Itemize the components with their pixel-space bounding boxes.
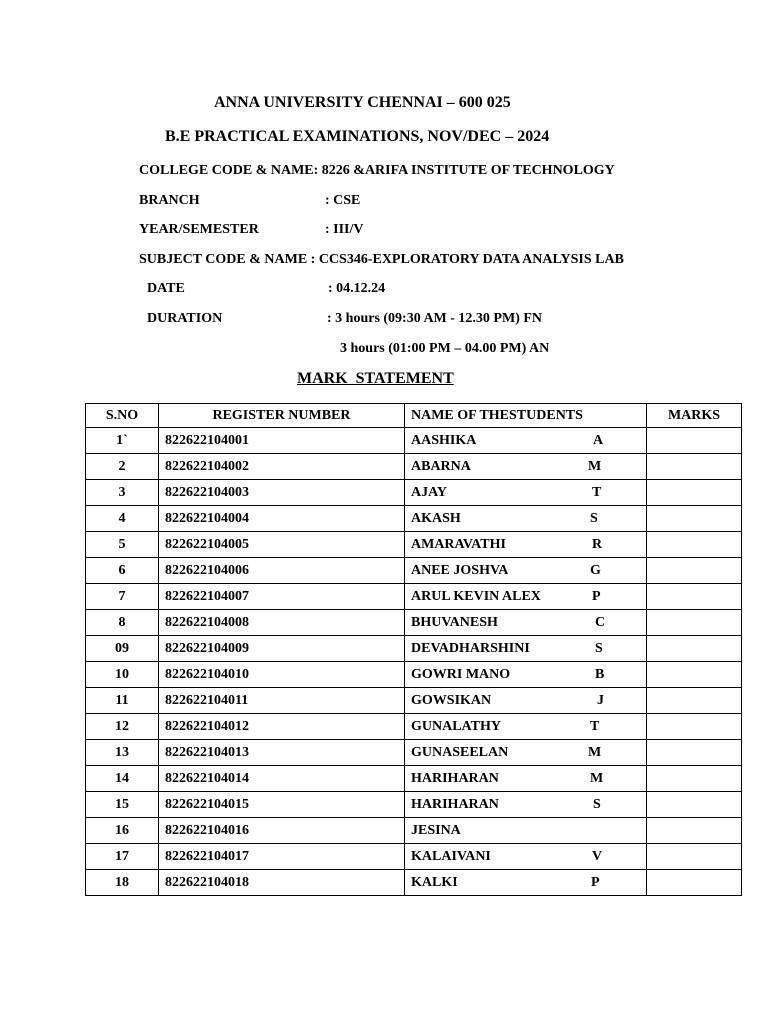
student-name: AASHIKA xyxy=(411,432,477,448)
cell-marks[interactable] xyxy=(647,662,742,688)
cell-sno: 17 xyxy=(86,844,159,870)
cell-student-name xyxy=(405,766,647,792)
cell-student-name xyxy=(405,480,647,506)
cell-register-number: 822622104010 xyxy=(159,662,405,688)
branch-value: : CSE xyxy=(325,193,361,208)
table-row xyxy=(86,454,742,480)
cell-sno: 3 xyxy=(86,480,159,506)
cell-sno: 1` xyxy=(86,428,159,454)
cell-sno: 14 xyxy=(86,766,159,792)
cell-student-name xyxy=(405,584,647,610)
cell-register-number: 822622104001 xyxy=(159,428,405,454)
cell-marks[interactable] xyxy=(647,740,742,766)
cell-register-number: 822622104006 xyxy=(159,558,405,584)
cell-student-name xyxy=(405,662,647,688)
cell-student-name xyxy=(405,870,647,896)
cell-register-number: 822622104015 xyxy=(159,792,405,818)
student-name: ANEE JOSHVA xyxy=(411,562,509,578)
cell-sno: 5 xyxy=(86,532,159,558)
student-initial: M xyxy=(588,744,602,760)
cell-student-name xyxy=(405,532,647,558)
table-row xyxy=(86,480,742,506)
cell-register-number: 822622104016 xyxy=(159,818,405,844)
cell-student-name xyxy=(405,610,647,636)
cell-register-number: 822622104011 xyxy=(159,688,405,714)
marks-table xyxy=(85,403,742,896)
table-row xyxy=(86,636,742,662)
student-initial: R xyxy=(592,536,603,552)
cell-register-number: 822622104009 xyxy=(159,636,405,662)
college-line: COLLEGE CODE & NAME: 8226 &ARIFA INSTITUTE OF TECHNOLOGY xyxy=(139,163,615,178)
student-initial: P xyxy=(592,588,601,604)
cell-marks[interactable] xyxy=(647,584,742,610)
cell-register-number: 822622104018 xyxy=(159,870,405,896)
table-row xyxy=(86,766,742,792)
header-student-name: NAME OF THESTUDENTS xyxy=(405,404,647,428)
student-name: KALAIVANI xyxy=(411,848,491,864)
student-initial: C xyxy=(595,614,606,630)
student-name: HARIHARAN xyxy=(411,770,499,786)
student-initial: T xyxy=(590,718,600,734)
table-row xyxy=(86,818,742,844)
student-initial: J xyxy=(597,692,604,708)
university-heading: ANNA UNIVERSITY CHENNAI – 600 025 xyxy=(214,94,511,111)
student-initial: T xyxy=(592,484,602,500)
table-row xyxy=(86,558,742,584)
cell-sno: 11 xyxy=(86,688,159,714)
cell-student-name xyxy=(405,506,647,532)
cell-student-name xyxy=(405,818,647,844)
table-body xyxy=(86,428,742,896)
cell-marks[interactable] xyxy=(647,688,742,714)
cell-sno: 12 xyxy=(86,714,159,740)
student-name: GUNALATHY xyxy=(411,718,501,734)
table-row xyxy=(86,506,742,532)
cell-student-name xyxy=(405,636,647,662)
duration-label: DURATION xyxy=(147,311,223,326)
cell-register-number: 822622104012 xyxy=(159,714,405,740)
header-register-number: REGISTER NUMBER xyxy=(159,404,405,428)
student-name: DEVADHARSHINI xyxy=(411,640,530,656)
cell-student-name xyxy=(405,792,647,818)
cell-register-number: 822622104017 xyxy=(159,844,405,870)
table-row xyxy=(86,870,742,896)
cell-sno: 7 xyxy=(86,584,159,610)
cell-sno: 4 xyxy=(86,506,159,532)
student-initial: P xyxy=(591,874,600,890)
student-name: HARIHARAN xyxy=(411,796,499,812)
student-name: GOWSIKAN xyxy=(411,692,492,708)
cell-student-name xyxy=(405,740,647,766)
table-row xyxy=(86,688,742,714)
cell-marks[interactable] xyxy=(647,870,742,896)
cell-student-name xyxy=(405,714,647,740)
cell-marks[interactable] xyxy=(647,532,742,558)
cell-register-number: 822622104004 xyxy=(159,506,405,532)
cell-student-name xyxy=(405,558,647,584)
student-name: GUNASEELAN xyxy=(411,744,509,760)
header-sno: S.NO xyxy=(86,404,159,428)
student-initial: S xyxy=(590,510,598,526)
duration-value-fn: : 3 hours (09:30 AM - 12.30 PM) FN xyxy=(327,311,543,326)
cell-marks[interactable] xyxy=(647,792,742,818)
cell-marks[interactable] xyxy=(647,610,742,636)
student-name: ABARNA xyxy=(411,458,471,474)
cell-sno: 13 xyxy=(86,740,159,766)
branch-label: BRANCH xyxy=(139,193,200,208)
table-row xyxy=(86,662,742,688)
student-initial: G xyxy=(590,562,601,578)
mark-statement-title: MARK STATEMENT xyxy=(297,370,454,387)
table-row xyxy=(86,532,742,558)
student-initial: M xyxy=(590,770,604,786)
cell-marks[interactable] xyxy=(647,714,742,740)
cell-marks[interactable] xyxy=(647,766,742,792)
student-initial: B xyxy=(595,666,605,682)
cell-register-number: 822622104007 xyxy=(159,584,405,610)
student-name: GOWRI MANO xyxy=(411,666,511,682)
student-initial: M xyxy=(588,458,602,474)
cell-register-number: 822622104014 xyxy=(159,766,405,792)
cell-student-name xyxy=(405,428,647,454)
cell-register-number: 822622104003 xyxy=(159,480,405,506)
date-label: DATE xyxy=(147,281,185,296)
table-row xyxy=(86,792,742,818)
student-name: AMARAVATHI xyxy=(411,536,506,552)
cell-marks[interactable] xyxy=(647,558,742,584)
cell-register-number: 822622104002 xyxy=(159,454,405,480)
cell-marks[interactable] xyxy=(647,480,742,506)
year-semester-value: : III/V xyxy=(325,222,364,237)
cell-sno: 2 xyxy=(86,454,159,480)
cell-sno: 8 xyxy=(86,610,159,636)
date-value: : 04.12.24 xyxy=(328,281,386,296)
cell-student-name xyxy=(405,844,647,870)
student-initial: V xyxy=(592,848,603,864)
student-initial: S xyxy=(593,796,601,812)
table-header-row xyxy=(86,404,742,428)
subject-line: SUBJECT CODE & NAME : CCS346-EXPLORATORY DATA ANALYSIS LAB xyxy=(139,252,624,267)
cell-sno: 09 xyxy=(86,636,159,662)
cell-marks[interactable] xyxy=(647,818,742,844)
header-marks: MARKS xyxy=(647,404,742,428)
table-row xyxy=(86,584,742,610)
exam-heading: B.E PRACTICAL EXAMINATIONS, NOV/DEC – 2024 xyxy=(165,128,550,145)
cell-sno: 15 xyxy=(86,792,159,818)
cell-sno: 10 xyxy=(86,662,159,688)
table-row xyxy=(86,610,742,636)
cell-sno: 18 xyxy=(86,870,159,896)
table-row xyxy=(86,428,742,454)
student-name: AKASH xyxy=(411,510,461,526)
cell-marks[interactable] xyxy=(647,454,742,480)
student-name: ARUL KEVIN ALEX xyxy=(411,588,541,604)
cell-student-name xyxy=(405,688,647,714)
student-initial: A xyxy=(593,432,604,448)
student-initial: S xyxy=(595,640,603,656)
duration-value-an: 3 hours (01:00 PM – 04.00 PM) AN xyxy=(340,341,550,356)
table-row xyxy=(86,844,742,870)
year-semester-label: YEAR/SEMESTER xyxy=(139,222,259,237)
student-name: JESINA xyxy=(411,822,461,838)
cell-marks[interactable] xyxy=(647,844,742,870)
cell-register-number: 822622104008 xyxy=(159,610,405,636)
cell-marks[interactable] xyxy=(647,506,742,532)
student-name: AJAY xyxy=(411,484,448,500)
cell-sno: 6 xyxy=(86,558,159,584)
cell-marks[interactable] xyxy=(647,428,742,454)
cell-register-number: 822622104005 xyxy=(159,532,405,558)
student-name: KALKI xyxy=(411,874,458,890)
student-name: BHUVANESH xyxy=(411,614,498,630)
cell-register-number: 822622104013 xyxy=(159,740,405,766)
table-row xyxy=(86,740,742,766)
cell-sno: 16 xyxy=(86,818,159,844)
cell-marks[interactable] xyxy=(647,636,742,662)
table-row xyxy=(86,714,742,740)
cell-student-name xyxy=(405,454,647,480)
